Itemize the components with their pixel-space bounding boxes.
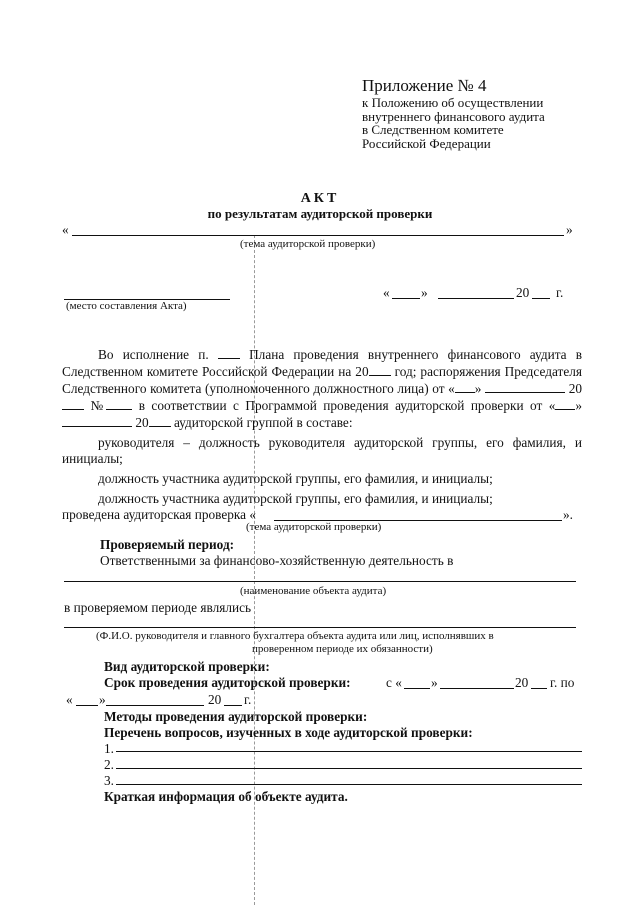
blank-line	[62, 397, 84, 410]
blank-line	[149, 414, 171, 427]
blank-line	[106, 397, 132, 410]
para-text: Плана проведения внутреннего финансового аудита в Следственном комитете Российской Федерации на 20	[62, 347, 583, 379]
date-year-line	[532, 298, 550, 299]
term2-suffix: г.	[244, 692, 252, 707]
blank-line	[218, 346, 240, 359]
para-text: 20	[135, 415, 149, 430]
question-item-number: 3.	[104, 773, 114, 788]
term-year: 20	[515, 675, 529, 690]
term-quote: »	[431, 675, 438, 690]
conducted-caption: (тема аудиторской проверки)	[246, 521, 382, 533]
term2-month-line	[106, 705, 204, 706]
question-item-line	[116, 751, 582, 752]
open-quote: «	[62, 222, 69, 237]
date-open-quote: «	[383, 285, 390, 300]
object-line	[64, 581, 576, 582]
question-item-line	[116, 784, 582, 785]
term-heading: Срок проведения аудиторской проверки:	[104, 675, 351, 690]
term2-year: 20	[208, 692, 222, 707]
topic-caption: (тема аудиторской проверки)	[240, 238, 376, 250]
term2-open: «	[66, 692, 73, 707]
conducted-close: ».	[563, 507, 573, 522]
blank-line	[555, 397, 575, 410]
term-year-line	[531, 688, 547, 689]
appendix-line: в Следственном комитете	[362, 122, 504, 137]
act-subtitle: по результатам аудиторской проверки	[207, 206, 433, 221]
main-paragraph	[62, 346, 582, 507]
period-line: в проверяемом периоде являлись	[64, 600, 252, 615]
close-quote: »	[566, 222, 573, 237]
brief-heading: Краткая информация об объекте аудита.	[104, 789, 348, 804]
term-from: с «	[386, 675, 402, 690]
term-to: г. по	[550, 675, 575, 690]
para-text: аудиторской группой в составе:	[173, 415, 353, 430]
persons-caption: проверенном периоде их обязанности)	[252, 643, 433, 655]
blank-line	[62, 414, 132, 427]
para-text: год; распоряжения Председателя Следственного комитета (уполномоченного должностного лица) от «	[62, 364, 582, 396]
responsible-line: Ответственными за финансово-хозяйственную деятельность в	[100, 553, 454, 568]
persons-line	[64, 627, 576, 628]
type-heading: Вид аудиторской проверки:	[104, 659, 270, 674]
group-leader-line: руководителя – должность руководителя аудиторской группы, его фамилия, и инициалы;	[62, 435, 582, 466]
date-suffix: г.	[556, 285, 564, 300]
date-year: 20	[516, 285, 530, 300]
para-text: 20	[568, 381, 582, 396]
para-text: в соответствии с Программой проведения аудиторской проверки от «	[138, 398, 556, 413]
place-caption: (место составления Акта)	[66, 300, 187, 312]
term2-day-line	[76, 705, 98, 706]
blank-line	[485, 380, 565, 393]
period-heading: Проверяемый период:	[100, 537, 235, 552]
term-day-line	[404, 688, 430, 689]
blank-line	[455, 380, 475, 393]
group-member-line: должность участника аудиторской группы, его фамилия, и инициалы;	[98, 471, 493, 486]
date-close-quote: »	[421, 285, 428, 300]
term2-year-line	[224, 705, 242, 706]
group-member-line: должность участника аудиторской группы, его фамилия, и инициалы;	[98, 491, 493, 506]
questions-heading: Перечень вопросов, изученных в ходе аудиторской проверки:	[104, 725, 473, 740]
methods-heading: Методы проведения аудиторской проверки:	[104, 709, 368, 724]
conducted-text: проведена аудиторская проверка «	[62, 507, 256, 522]
date-day-line	[392, 298, 420, 299]
para-text: №	[90, 398, 107, 413]
para-text: »	[474, 381, 482, 396]
para-text: Во исполнение п.	[98, 347, 209, 362]
question-item-number: 1.	[104, 741, 114, 756]
para-text: »	[575, 398, 583, 413]
appendix-line: внутреннего финансового аудита	[362, 109, 545, 124]
date-month-line	[438, 298, 514, 299]
question-item-line	[116, 768, 582, 769]
question-item-number: 2.	[104, 757, 114, 772]
blank-line	[369, 363, 391, 376]
object-caption: (наименование объекта аудита)	[240, 585, 387, 597]
act-title: АКТ	[300, 191, 340, 206]
appendix-line: к Положению об осуществлении	[362, 95, 544, 110]
appendix-title: Приложение № 4	[362, 76, 487, 95]
term-month-line	[440, 688, 514, 689]
appendix-line: Российской Федерации	[362, 136, 491, 151]
term2-close: »	[99, 692, 106, 707]
topic-line	[72, 235, 564, 236]
persons-caption: (Ф.И.О. руководителя и главного бухгалтера объекта аудита или лиц, исполнявших в	[96, 630, 494, 642]
